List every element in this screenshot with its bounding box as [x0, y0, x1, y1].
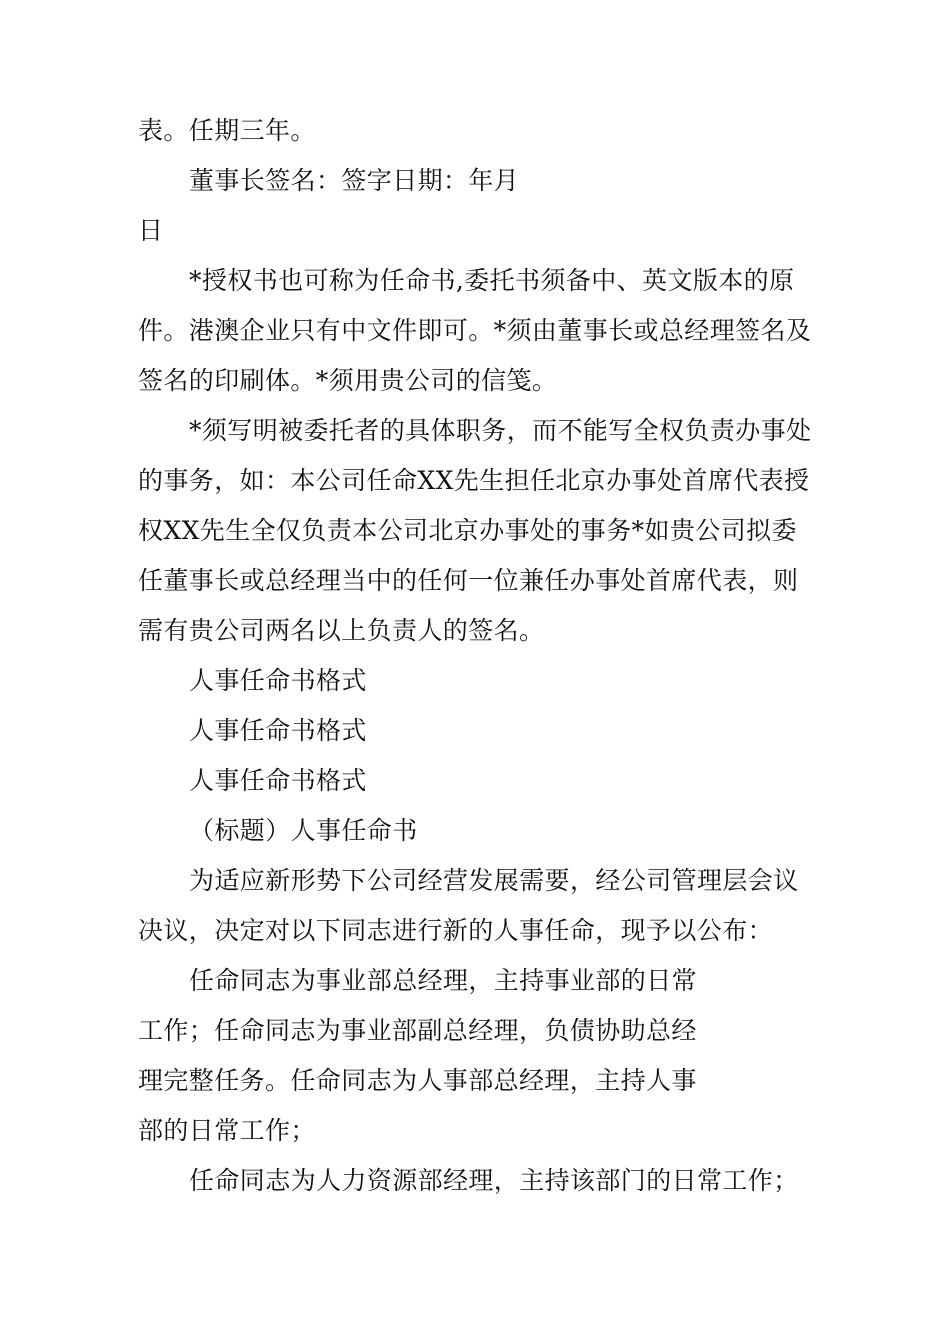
text-line: 表。任期三年。	[138, 116, 316, 145]
section-heading: 人事任命书格式	[189, 766, 367, 795]
document-title-line: （标题）人事任命书	[189, 816, 418, 845]
paragraph-body-line: 任命同志为人力资源部经理，主持该部门的日常工作；	[189, 1166, 799, 1195]
paragraph-body-line: 理完整任务。任命同志为人事部总经理，主持人事	[138, 1066, 697, 1095]
paragraph-note-line: 权XX先生全仅负责本公司北京办事处的事务*如贵公司拟委	[138, 516, 797, 545]
paragraph-body-line: 工作；任命同志为事业部副总经理，负债协助总经	[138, 1016, 697, 1045]
paragraph-body-line: 为适应新形势下公司经营发展需要，经公司管理层会议	[189, 866, 799, 895]
paragraph-body-line: 决议，决定对以下同志进行新的人事任命，现予以公布：	[138, 916, 774, 945]
paragraph-body-line: 任命同志为事业部总经理，主持事业部的日常	[189, 966, 698, 995]
paragraph-note-line: 件。港澳企业只有中文件即可。*须由董事长或总经理签名及	[138, 316, 812, 345]
paragraph-note-line: *须写明被委托者的具体职务，而不能写全权负责办事处	[189, 416, 812, 445]
section-heading: 人事任命书格式	[189, 666, 367, 695]
paragraph-note-line: 的事务，如：本公司任命XX先生担任北京办事处首席代表授	[138, 466, 810, 495]
section-heading: 人事任命书格式	[189, 716, 367, 745]
paragraph-note-line: *授权书也可称为任命书,委托书须备中、英文版本的原	[189, 266, 795, 295]
text-line: 日	[138, 216, 164, 245]
paragraph-note-line: 签名的印刷体。*须用贵公司的信笺。	[138, 366, 558, 395]
paragraph-body-line: 部的日常工作；	[138, 1116, 316, 1145]
paragraph-note-line: 需有贵公司两名以上负责人的签名。	[138, 616, 545, 645]
paragraph-note-line: 任董事长或总经理当中的任何一位兼任办事处首席代表，则	[138, 566, 799, 595]
signature-line: 董事长签名：签字日期：年月	[189, 166, 520, 195]
